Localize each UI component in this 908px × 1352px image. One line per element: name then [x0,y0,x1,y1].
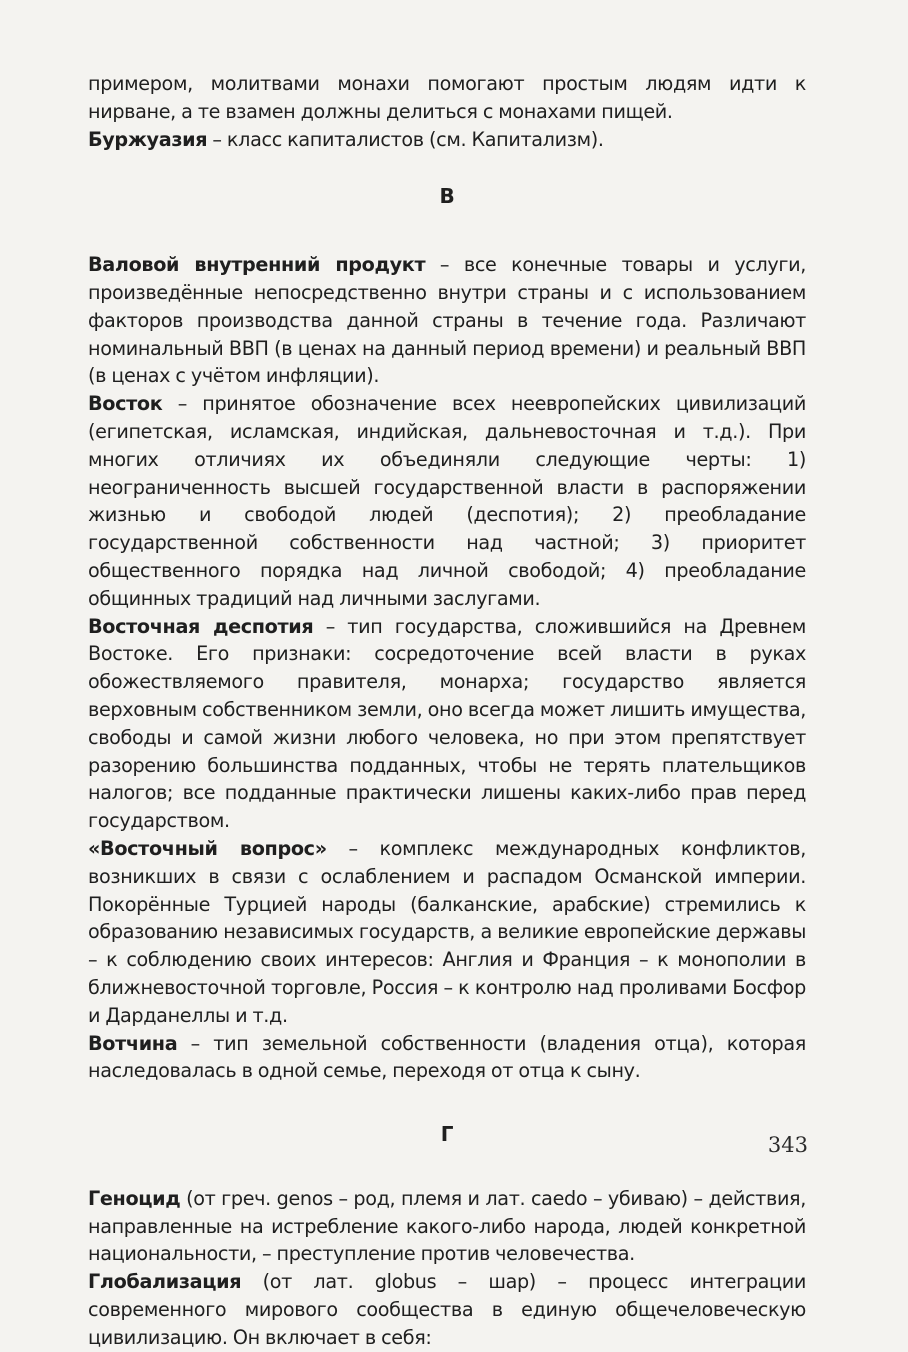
continuation-text: примером, молитвами монахи помогают простым людям идти к нирване, а те взамен должны делиться с монахами пищей. [88,72,806,123]
entry-definition: – принятое обозначение всех неевропейских цивилизаций (египетская, исламская, индийская, дальневосточная и т.д.). При многих отличиях их объединяли следующие черты: 1) неограниченность высшей государственной власти в распоряжении жизнью и свободой людей (деспотия); 2) преобладание государственной собственности над частной; 3) приоритет общественного порядка над личной свободой; 4) преобладание общинных традиций над личными заслугами. [88,392,806,610]
entry-term: Валовой внутренний продукт [88,253,426,277]
entry-bourgeoisie [88,126,806,154]
entry-definition: (от лат. globus – шар) – процесс интеграции современного мирового сообщества в единую общечеловеческую цивилизацию. Он включает в себя: [88,1270,806,1349]
entry-globalization [88,1268,806,1351]
entry-term: «Восточный вопрос» [88,836,327,860]
entry-gdp [88,251,806,390]
entry-term: Глобализация [88,1270,242,1294]
entry-eastern-question [88,835,806,1030]
entry-genocide [88,1185,806,1268]
entry-definition: – все конечные товары и услуги, произведённые непосредственно внутри страны и с использованием факторов производства данной страны в течение года. Различают номинальный ВВП (в ценах на данный период времени) и реальный ВВП (в ценах с учётом инфляции). [88,253,807,388]
entry-term: Восток [88,392,163,416]
entry-term: Вотчина [88,1031,178,1055]
entry-definition: – тип государства, сложившийся на Древнем Востоке. Его признаки: сосредоточение всей власти в руках обожествляемого правителя, монарха; государство является верховным собственником земли, оно всегда может лишить имущества, свободы и самой жизни любого человека, но при этом препятствует разорению большинства подданных, чтобы не терять плательщиков налогов; все подданные практически лишены каких-либо прав перед государством. [88,614,806,833]
entry-votchina [88,1030,806,1086]
section-letter-v: В [439,184,455,209]
section-letter-g: Г [440,1122,454,1147]
page-number: 343 [767,1133,808,1157]
entry-term: Восточная деспотия [88,614,314,638]
entry-definition: – класс капиталистов (см. Капитализм). [207,127,604,151]
entry-east [88,390,806,612]
entry-definition: – комплекс международных конфликтов, возникших в связи с ослаблением и распадом Османской империи. Покорённые Турцией народы (балканские, арабские) стремились к образованию независимых государств, а великие европейские державы – к соблюдению своих интересов: Англия и Франция – к монополии в ближневосточной торговле, Россия – к контролю над проливами Босфор и Дарданеллы и т.д. [88,836,806,1027]
entry-definition: (от греч. genos – род, племя и лат. caedo – убиваю) – действия, направленные на истребление какого-либо народа, людей конкретной национальности, – преступление против человечества. [88,1186,806,1266]
page-body [88,70,806,1352]
entry-eastern-despotism [88,613,806,835]
entry-term: Геноцид [88,1186,181,1210]
entry-term: Буржуазия [88,127,208,151]
entry-definition: – тип земельной собственности (владения отца), которая наследовалась в одной семье, переходя от отца к сыну. [88,1031,806,1083]
